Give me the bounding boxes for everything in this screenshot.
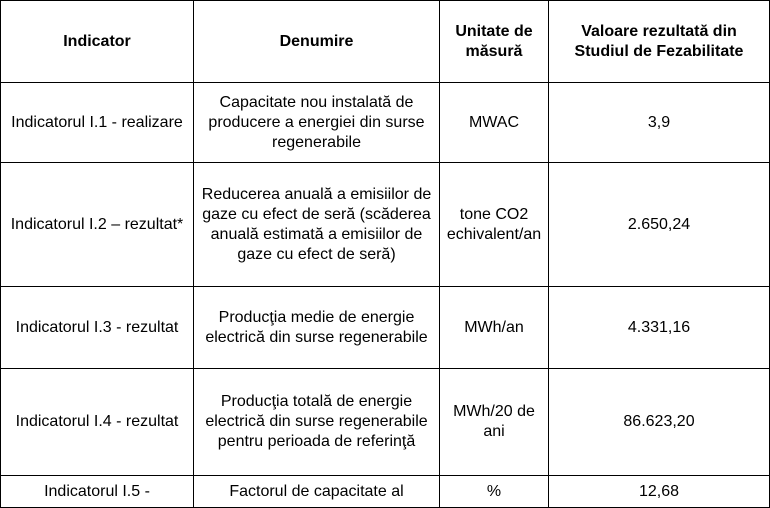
cell-indicator: Indicatorul I.2 – rezultat*	[1, 163, 194, 287]
cell-denumire: Factorul de capacitate al	[194, 476, 440, 508]
table-row	[1, 287, 770, 369]
cell-unitate: MWAC	[440, 83, 549, 163]
cell-indicator: Indicatorul I.5 -	[1, 476, 194, 508]
cell-denumire: Producţia medie de energie electrică din surse regenerabile	[194, 287, 440, 369]
cell-unitate: MWh/20 de ani	[440, 369, 549, 476]
cell-unitate: MWh/an	[440, 287, 549, 369]
cell-indicator: Indicatorul I.4 - rezultat	[1, 369, 194, 476]
cell-valoare: 2.650,24	[549, 163, 770, 287]
table-row	[1, 476, 770, 508]
cell-denumire: Capacitate nou instalată de producere a energiei din surse regenerabile	[194, 83, 440, 163]
table-header-row	[1, 1, 770, 83]
cell-denumire: Reducerea anuală a emisiilor de gaze cu efect de seră (scăderea anuală estimată a emisiilor de gaze cu efect de seră)	[194, 163, 440, 287]
table-row	[1, 163, 770, 287]
cell-unitate: tone CO2 echivalent/an	[440, 163, 549, 287]
cell-indicator: Indicatorul I.3 - rezultat	[1, 287, 194, 369]
cell-valoare: 12,68	[549, 476, 770, 508]
cell-unitate: %	[440, 476, 549, 508]
table-row	[1, 83, 770, 163]
cell-denumire: Producţia totală de energie electrică din surse regenerabile pentru perioada de referinţă	[194, 369, 440, 476]
header-unitate: Unitate de măsură	[440, 1, 549, 83]
cell-indicator: Indicatorul I.1 - realizare	[1, 83, 194, 163]
cell-valoare: 3,9	[549, 83, 770, 163]
header-denumire: Denumire	[194, 1, 440, 83]
header-valoare: Valoare rezultată din Studiul de Fezabilitate	[549, 1, 770, 83]
cell-valoare: 4.331,16	[549, 287, 770, 369]
table-row	[1, 369, 770, 476]
cell-valoare: 86.623,20	[549, 369, 770, 476]
header-indicator: Indicator	[1, 1, 194, 83]
